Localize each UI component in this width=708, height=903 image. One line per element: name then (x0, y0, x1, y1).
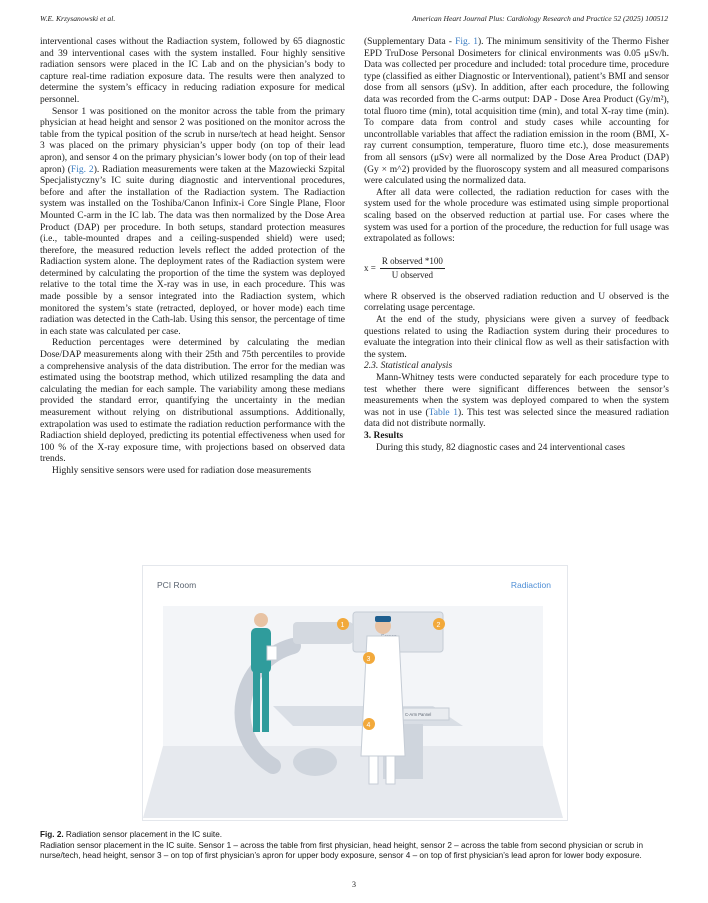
text-span: ). Radiation measurements were taken at the Mazowiecki Szpital Specjalistyczny’s IC suite during diagnostic and interventional procedures, before and after the installation of the Radiaction system. The Radiaction system was installed on the Toshiba/Canon Infinix-i Core Single Plane, Floor Mounted C-arm in the IC lab. The data was then normalized by the Dose Area Product (DAP) per procedure. In both setups, standard protection measures (i.e., table-mounted drapes and a ceiling-suspended shield) were used; therefore, the measured reduction levels reflect the added protection of the Radiaction system alone. The deployment rates of the Radiaction system were determined by calculating the proportion of the time the system was deployed relative to the total time the X-ray was in use, in each procedure. This was made possible by a sensor integrated into the Radiaction system, which monitored the system’s state (retracted, deployed, or hover mode) each time radiation was detected in the Cath-lab. Using this sensor, the percentage of time in each state was calculated per case. (40, 164, 345, 337)
sensor-3-label: 3 (366, 656, 371, 663)
paragraph: After all data were collected, the radiation reduction for cases with the system used for the whole procedure was estimated using simple proportional scaling based on the observed reduction at partial use. For cases where the system was used for a portion of the procedure, the reduction for full usage was extrapolated as follows: (364, 187, 669, 245)
paragraph (364, 37, 669, 188)
left-column (40, 37, 345, 478)
caption-body: Radiation sensor placement in the IC suite. Sensor 1 – across the table from first physician, head height, sensor 2 – across the table from second physician or scrub in nurse/tech, head height, sensor 3 – on top of first physician’s apron for upper body exposure, sensor 4 – on top of first physician’s lead apron for lower body exposure. (40, 840, 644, 861)
text-span: (Supplementary Data - (364, 37, 456, 47)
sensor-4-marker (363, 718, 375, 730)
sensor-1-label: 1 (340, 622, 345, 629)
paragraph: During this study, 82 diagnostic cases and 24 interventional cases (376, 442, 625, 453)
figure-2 (142, 565, 568, 821)
caption-title: Fig. 2. (40, 830, 64, 839)
sensor-2-label: 2 (436, 622, 441, 629)
c-arm-base (293, 748, 337, 776)
section-heading: 2.3. Statistical analysis (364, 361, 453, 372)
text-span: Mann-Whitney tests were conducted separately for each procedure type to test whether there were significant differences between the sensor’s measurements when the system was deployed compared to when the system was not in use ( (364, 373, 669, 418)
room-floor (143, 746, 563, 818)
paragraph: where R observed is the observed radiation reduction and U observed is the correlating usage percentage. (364, 291, 669, 314)
paragraph: Highly sensitive sensors were used for radiation dose measurements (52, 465, 312, 476)
figure-caption (40, 830, 670, 862)
table-link[interactable]: Table 1 (428, 407, 458, 418)
equation-lhs: x = (364, 262, 376, 273)
text-span: Sensor 1 was positioned on the monitor across the table from the primary physician at head height and sensor 2 was positioned on the monitor across the table from the typical position of the scrub in nurse/tech at head height. Sensor 3 was placed on the primary physician’s upper body (on top of their lead apron), and sensor 4 on the primary physician’s lower body (on top of their lead apron) ( (40, 106, 345, 175)
sensor-2-marker (433, 618, 445, 630)
section-heading: 3. Results (364, 431, 404, 441)
sensor-1-marker (337, 618, 349, 630)
page-number: 3 (352, 880, 356, 889)
equation-fraction (380, 256, 445, 282)
clipboard (267, 646, 277, 660)
physician-leg-right (386, 756, 395, 784)
paragraph: interventional cases without the Radiaction system, followed by 65 diagnostic and 39 interventional cases with the system installed. Four highly sensitive radiation sensors were placed in the IC Lab and on the physician’s body to capture real-time radiation exposure data. The results were then analyzed to determine the system’s efficacy in reducing radiation exposure for medical personnel. (40, 37, 345, 105)
paragraph: Reduction percentages were determined by calculating the median Dose/DAP measurements along with their 25th and 75th percentiles to provide a comprehensive analysis of the data distribution. The error for the median was estimated using the bootstrap method, which utilized resampling the data and calculating the median for each sample. The variability among these medians provided the standard error, quantifying the uncertainty in the median measurement without relying on distributional assumptions. Additionally, extrapolation was used to estimate the radiation reduction performance with the Radiaction shield deployed, predicting its potential effectiveness when used for 100 % of the X-ray exposure time, with projections based on observed data trends. (40, 338, 345, 465)
sensor-3-marker (363, 652, 375, 664)
physician-cap (375, 616, 391, 622)
header-authors: W.E. Krzysanowski et al. (40, 14, 116, 23)
right-column (364, 37, 669, 454)
sensor-4-label: 4 (366, 722, 371, 729)
physician-leg-left (369, 756, 378, 784)
paragraph (40, 107, 345, 339)
nurse-head (254, 613, 268, 627)
panel-label: C-Arm Pannel (405, 712, 432, 717)
equation-denominator: U observed (391, 270, 433, 281)
equation-numerator: R observed *100 (380, 256, 445, 270)
paragraph (364, 373, 669, 431)
figure-brand-logo: Radiaction (510, 580, 551, 590)
caption-title-text: Radiation sensor placement in the IC suite. (63, 830, 223, 839)
figure-link[interactable]: Fig. 1 (455, 37, 478, 47)
nurse-leg-left (253, 672, 260, 732)
figure-room-label: PCI Room (157, 580, 197, 590)
header-journal: American Heart Journal Plus: Cardiology Research and Practice 52 (2025) 100512 (412, 14, 668, 23)
nurse-leg-right (262, 672, 269, 732)
text-span: ). This test was selected since the measured radiation data did not distribute normally. (364, 407, 670, 430)
figure-illustration (143, 566, 567, 820)
equation (364, 256, 669, 282)
figure-link[interactable]: Fig. 2 (70, 164, 94, 175)
text-span: ). The minimum sensitivity of the Thermo Fisher EPD TruDose Personal Dosimeters for clinical environments was 0.05 μSv/h. Data was collected per procedure and included: total procedure time, procedure type (classified as either Diagnostic or Interventional), patient’s BMI and sensor dose from all sensors (μSv). In addition, after each procedure, the following data was recorded from the C-arms output: DAP - Dose Area Product (Gy/m²), total fluoro time (min), total acquisition time (min), and total X-ray time (min). To compare data from control and study cases while accounting for uncontrollable variables that affect the radiation emission in the room (BMI, X-ray current consumption, temperature, fluoro time etc.), dose measurements from all sensors (μSv) were all normalized by the Dose Area Product (DAP) (Gy × m^2) provided by the fluoroscopy system and all measured comparisons were calculated using the normalized data. (364, 37, 669, 187)
running-header (40, 14, 668, 28)
paragraph: At the end of the study, physicians were given a survey of feedback questions related to using the Radiaction system during their procedures to evaluate the integration into their clinical flow as well as their satisfaction with the system. (364, 315, 669, 360)
